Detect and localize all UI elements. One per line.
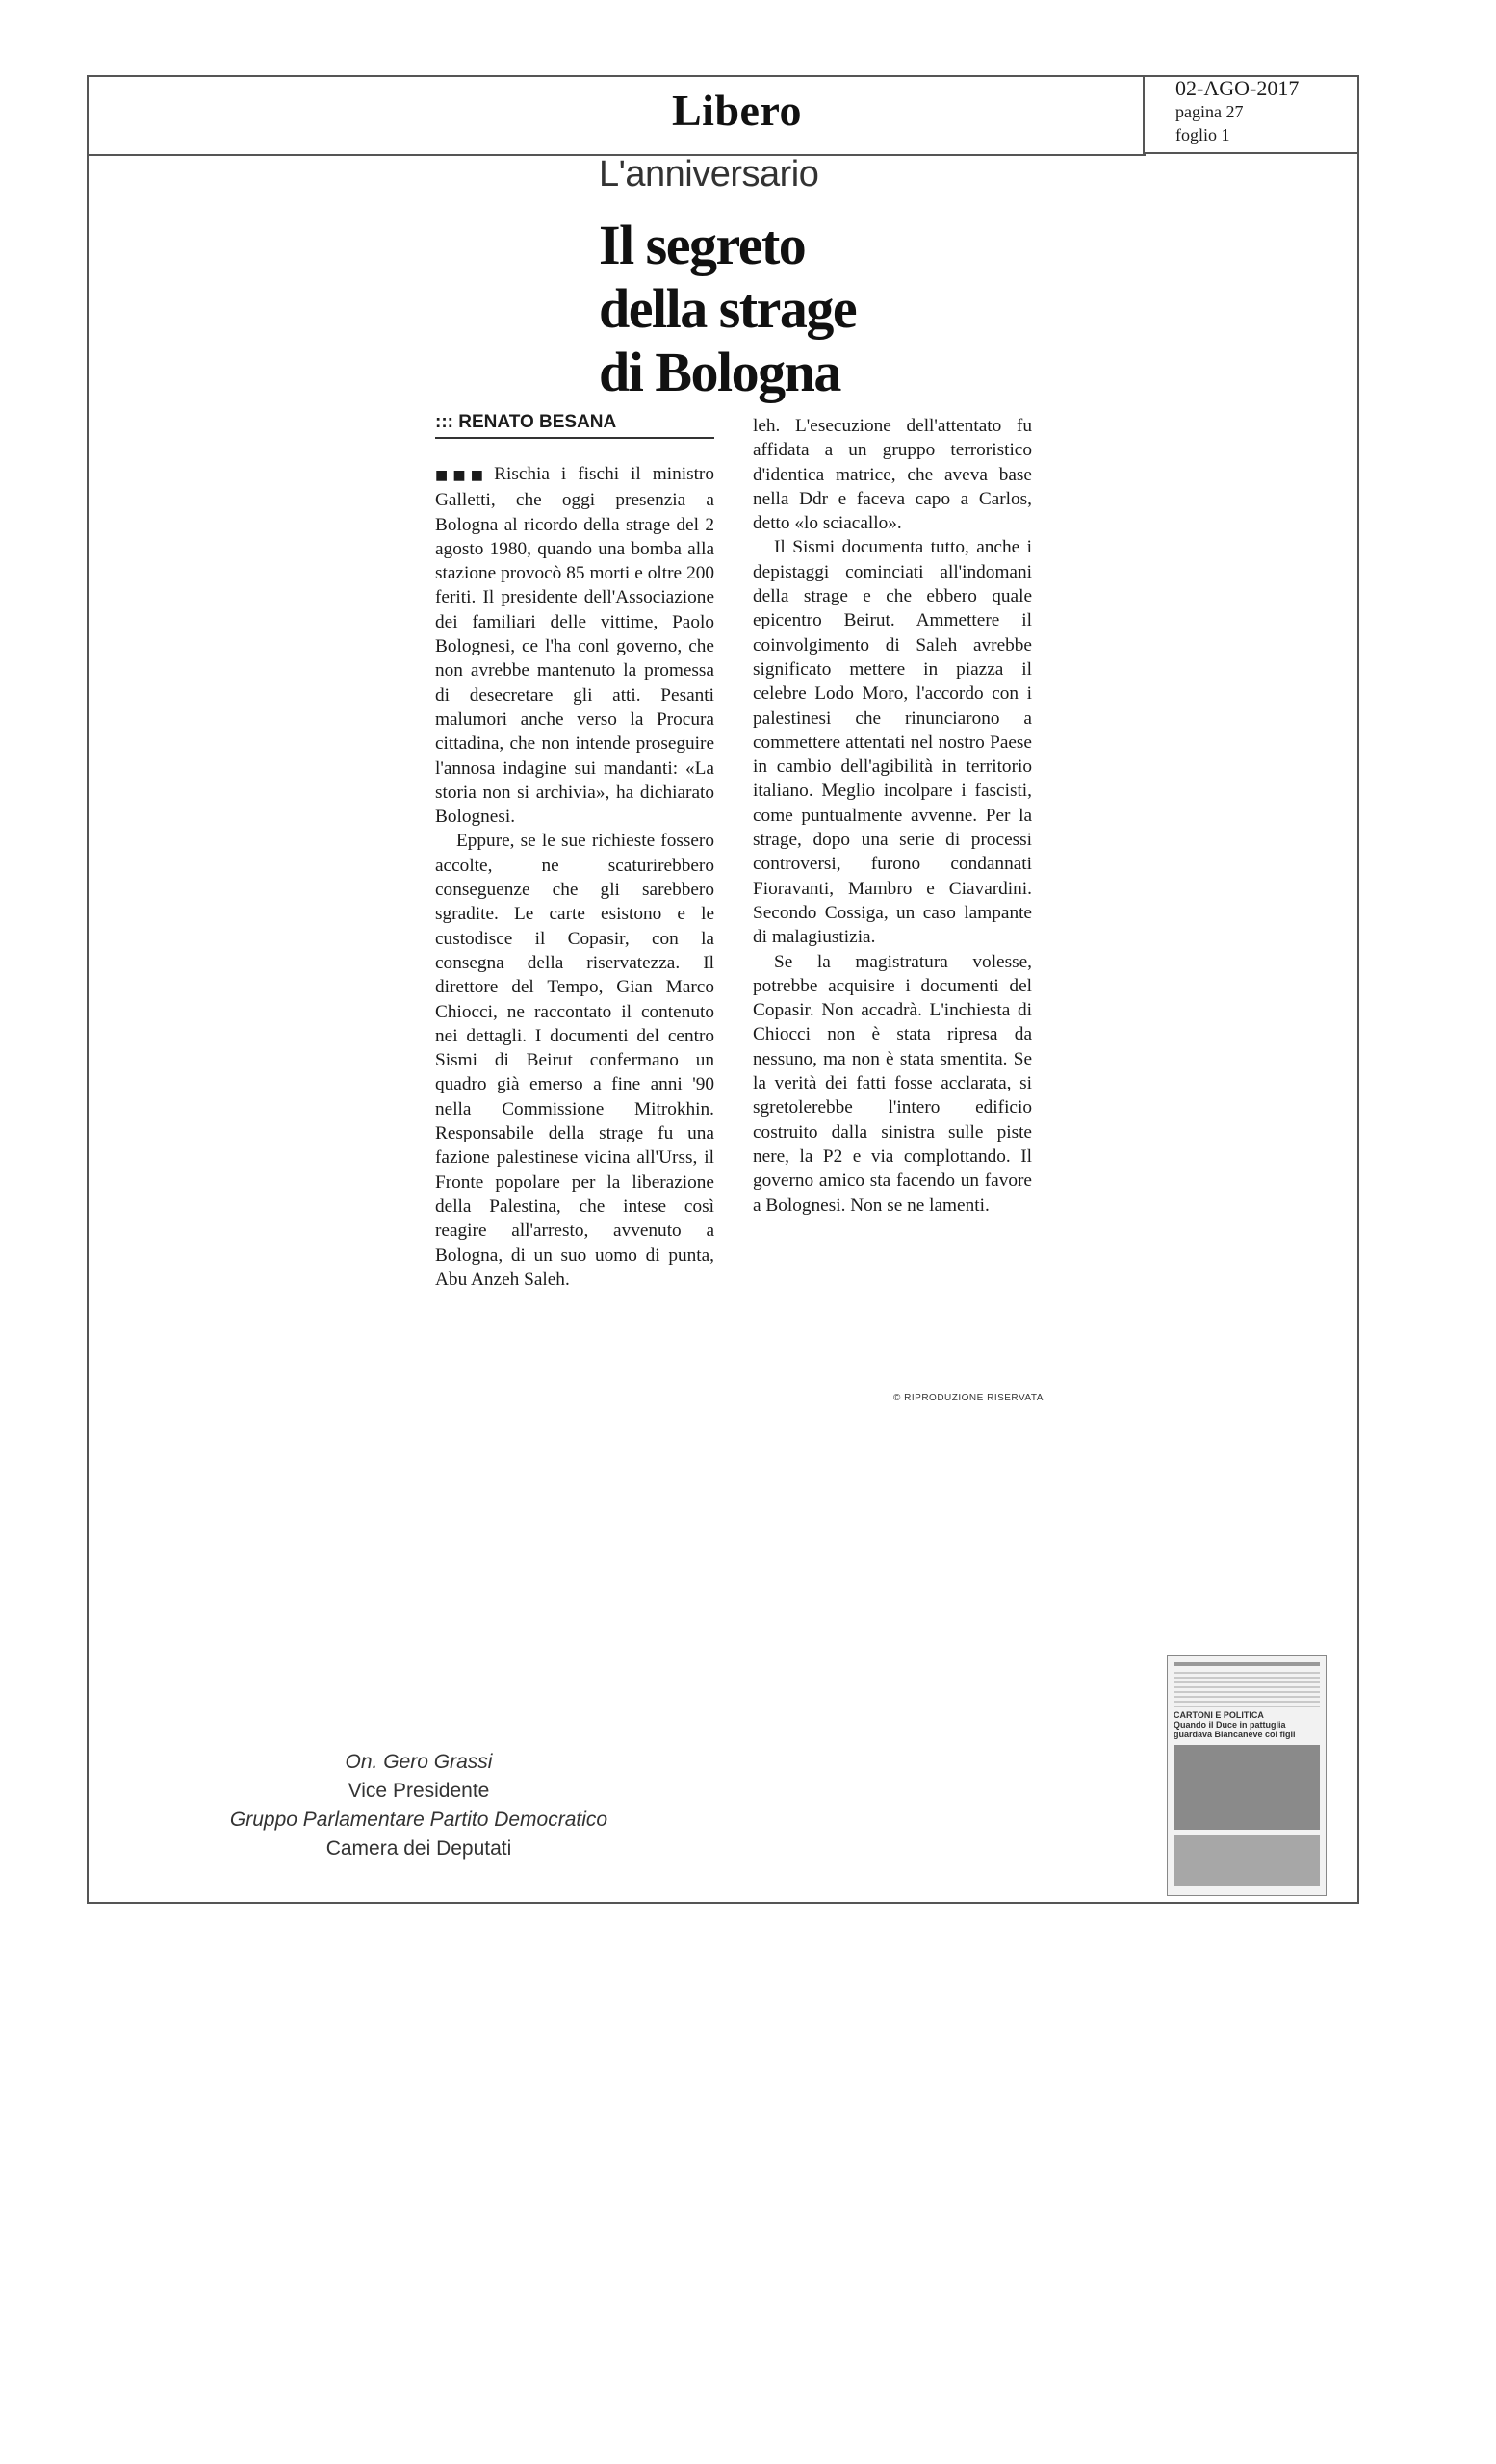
page-number: pagina 27 <box>1175 102 1244 121</box>
author-name: RENATO BESANA <box>458 412 617 432</box>
page-meta-box <box>1143 75 1359 154</box>
article-column-2 <box>753 414 1032 1218</box>
copyright-notice: © RIPRODUZIONE RISERVATA <box>893 1393 1044 1403</box>
byline-marker: ::: <box>435 412 453 432</box>
signer-name: On. Gero Grassi <box>345 1751 493 1773</box>
signer-chamber: Camera dei Deputati <box>325 1837 512 1860</box>
signer-role: Vice Presidente <box>348 1780 490 1802</box>
newspaper-logo: Libero <box>672 86 803 135</box>
signer-group: Gruppo Parlamentare Partito Democratico <box>229 1809 608 1831</box>
article-headline <box>599 214 1042 404</box>
page-thumbnail <box>1167 1656 1327 1896</box>
article-paragraph: Eppure, se le sue richieste fossero accolte, ne scaturirebbero conseguenze che gli sarebbero sgradite. Le carte esistono e le custodisce il Copasir, con la consegna della riservatezza. Il direttore del Tempo, Gian Marco Chiocci, ne raccontato il contenuto nei dettagli. I documenti del centro Sismi di Beirut confermano un quadro già emerso a fine anni '90 nella Commissione Mitrokhin. Responsabile della strage fu una fazione palestinese vicina all'Urss, il Fronte popolare per la liberazione della Palestina, che intese così reagire all'arresto, avvenuto a Bologna, di un suo uomo di punta, Abu Anzeh Saleh. <box>435 831 714 1290</box>
headline-line: Il segreto <box>599 214 806 276</box>
thumbnail-photo-small <box>1174 1835 1320 1886</box>
thumbnail-subhead: Quando il Duce in pattuglia guardava Biancaneve coi figli <box>1174 1720 1296 1739</box>
article-column-1 <box>435 462 714 1292</box>
byline <box>435 412 714 439</box>
headline-line: di Bologna <box>599 341 840 403</box>
thumbnail-headline: CARTONI E POLITICA <box>1174 1710 1264 1720</box>
article-paragraph: ■■■ Rischia i fischi il ministro Galletti, che oggi presenzia a Bologna al ricordo della strage del 2 agosto 1980, quando una bomba alla stazione provocò 85 morti e oltre 200 feriti. Il presidente dell'Associazione dei familiari delle vittime, Paolo Bolognesi, ce l'ha conl governo, che non avrebbe mantenuto la promessa di desecretare gli atti. Pesanti malumori anche verso la Procura cittadina, che non intende proseguire l'annosa indagine sui mandanti: «La storia non si archivia», ha dichiarato Bolognesi. <box>435 464 714 828</box>
thumbnail-masthead <box>1174 1662 1320 1666</box>
signature-block <box>193 1748 645 1863</box>
sheet-number: foglio 1 <box>1175 125 1230 144</box>
article-paragraph: Se la magistratura volesse, potrebbe acquisire i documenti del Copasir. Non accadrà. L'inchiesta di Chiocci non è stata ripresa da nessuno, ma non è stata smentita. Se la verità dei fatti fosse acclarata, si sgretolerebbe l'intero edificio costruito dalla sinistra sulle piste nere, la P2 e via complottando. Il governo amico sta facendo un favore a Bolognesi. Non se ne lamenti. <box>753 951 1032 1216</box>
thumbnail-text-block <box>1174 1672 1320 1710</box>
article-paragraph: leh. L'esecuzione dell'attentato fu affidata a un gruppo terroristico d'identica matrice, che aveva base nella Ddr e faceva capo a Carlos, detto «lo sciacallo». <box>753 416 1032 534</box>
lead-marker: ■■■ <box>435 468 489 483</box>
article-kicker: L'anniversario <box>599 154 819 194</box>
headline-line: della strage <box>599 277 857 340</box>
thumbnail-photo <box>1174 1745 1320 1830</box>
article-paragraph: Il Sismi documenta tutto, anche i depistaggi cominciati all'indomani della strage e che ebbero quale epicentro Beirut. Ammettere il coinvolgimento di Saleh avrebbe significato mettere in piazza il celebre Lodo Moro, l'accordo con i palestinesi che rinunciarono a commettere attentati nel nostro Paese in cambio dell'agibilità in territorio italiano. Meglio incolpare i fascisti, come puntualmente avvenne. Per la strage, dopo una serie di processi controversi, furono condannati Fioravanti, Mambro e Ciavardini. Secondo Cossiga, un caso lampante di malagiustizia. <box>753 537 1032 948</box>
publication-date: 02-AGO-2017 <box>1175 76 1300 100</box>
